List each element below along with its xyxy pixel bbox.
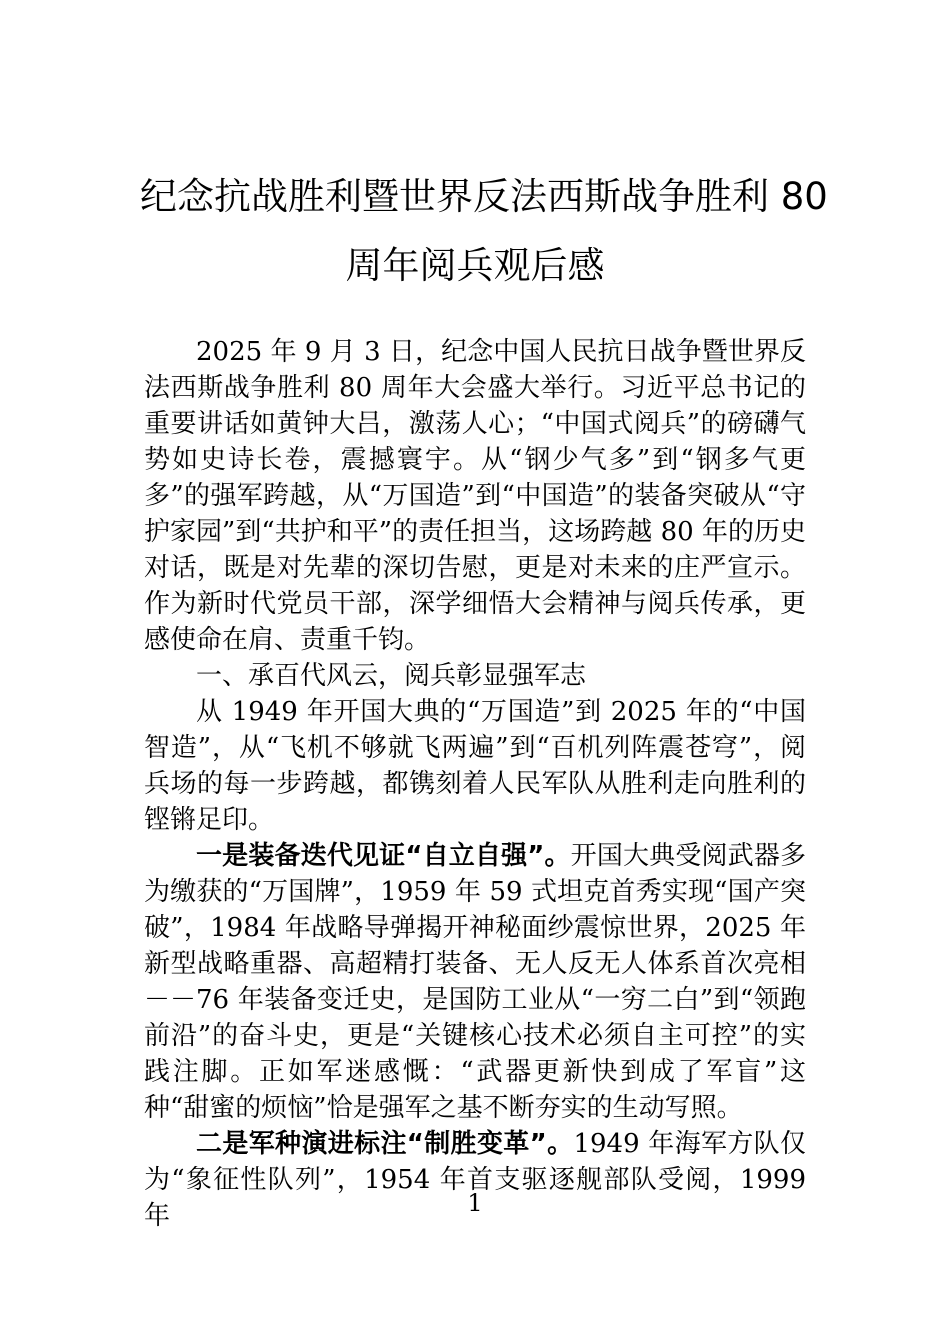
section-heading-1-text: 一、承百代风云，阅兵彰显强军志 bbox=[196, 661, 587, 691]
section-1-paragraph-text: 从 1949 年开国大典的“万国造”到 2025 年的“中国智造”，从“飞机不够就飞两遍”到“百机列阵震苍穹”，阅兵场的每一步跨越，都镌刻着人民军队从胜利走向胜利的铿锵足印。 bbox=[144, 697, 806, 835]
document-body bbox=[144, 334, 806, 1234]
point-2-lead: 二是军种演进标注“制胜变革”。 bbox=[196, 1129, 574, 1159]
intro-paragraph bbox=[144, 334, 806, 658]
point-1-text: 开国大典受阅武器多为缴获的“万国牌”，1959 年 59 式坦克首秀实现“国产突破”，1984 年战略导弹揭开神秘面纱震惊世界，2025 年新型战略重器、高超精打装备、无人反无人体系首次亮相－－76 年装备变迁史，是国防工业从“一穷二白”到“领跑前沿”的奋斗史，更是“关键核心技术必须自主可控”的实践注脚。正如军迷感慨：“武器更新快到成了军盲”这种“甜蜜的烦恼”恰是强军之基不断夯实的生动写照。 bbox=[144, 841, 806, 1123]
intro-paragraph-text: 2025 年 9 月 3 日，纪念中国人民抗日战争暨世界反法西斯战争胜利 80 周年大会盛大举行。习近平总书记的重要讲话如黄钟大吕，激荡人心；“中国式阅兵”的磅礴气势如史诗长卷，震撼寰宇。从“钢少气多”到“钢多气更多”的强军跨越，从“万国造”到“中国造”的装备突破从“守护家园”到“共护和平”的责任担当，这场跨越 80 年的历史对话，既是对先辈的深切告慰，更是对未来的庄严宣示。作为新时代党员干部，深学细悟大会精神与阅兵传承，更感使命在肩、责重千钧。 bbox=[144, 337, 806, 655]
point-2-text: 1949 年海军方队仅为“象征性队列”，1954 年首支驱逐舰部队受阅，1999 年 bbox=[144, 1129, 806, 1231]
section-1-paragraph bbox=[144, 694, 806, 838]
point-1-lead: 一是装备迭代见证“自立自强”。 bbox=[196, 841, 571, 871]
title-line-1: 纪念抗战胜利暨世界反法西斯战争胜利 80 bbox=[140, 175, 828, 218]
page-number: 1 bbox=[467, 1189, 483, 1217]
point-1-paragraph bbox=[144, 838, 806, 1126]
title-line-2: 周年阅兵观后感 bbox=[345, 244, 605, 287]
section-heading-1 bbox=[144, 658, 806, 694]
